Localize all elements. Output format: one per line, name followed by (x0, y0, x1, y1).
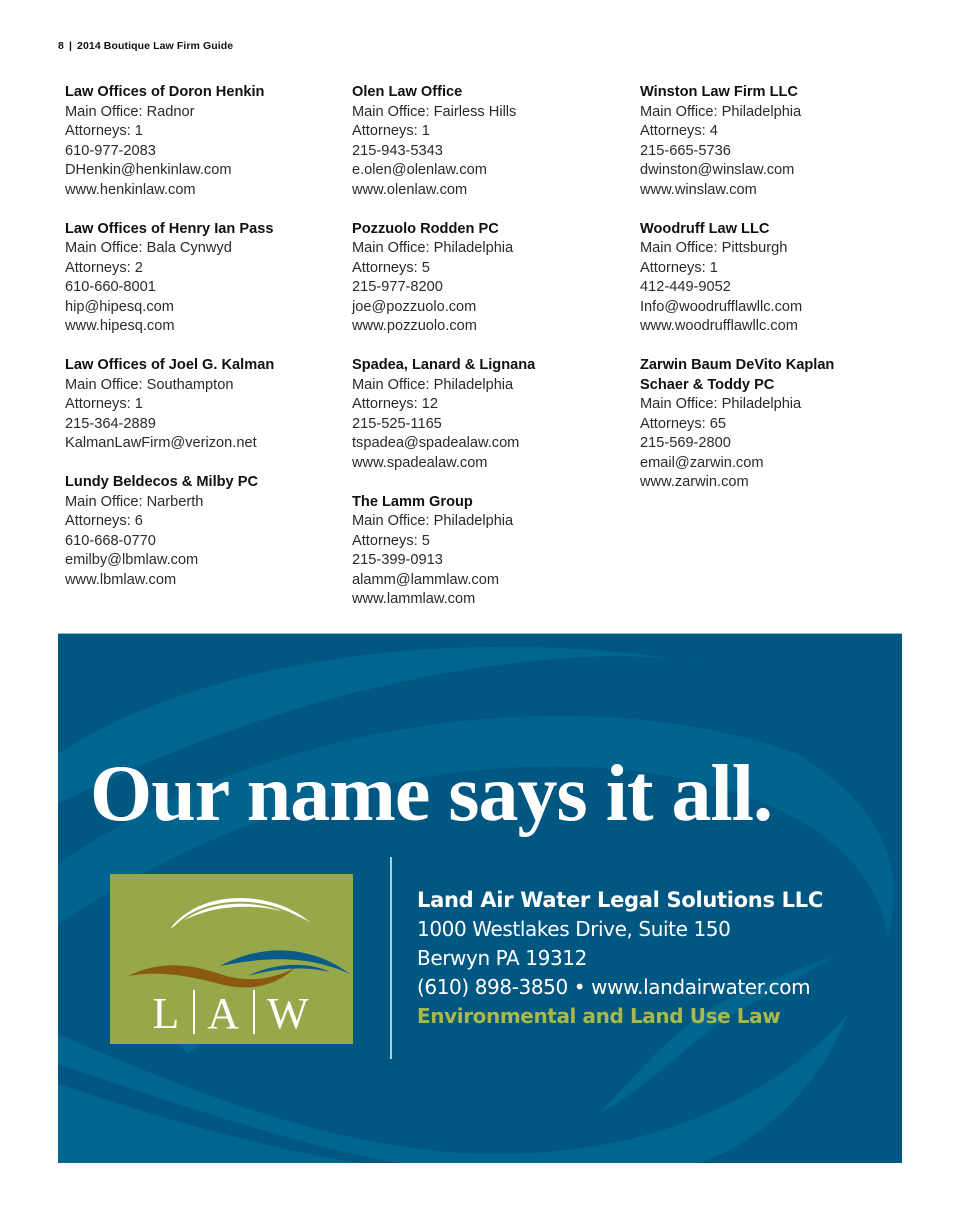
firm-phone: 215-977-8200 (352, 279, 443, 295)
firm-attorneys: Attorneys: 2 (65, 259, 143, 276)
firm-email[interactable]: KalmanLawFirm@verizon.net (65, 435, 257, 451)
logo-letter-a: A (207, 989, 242, 1038)
logo-letter-w: W (267, 989, 311, 1038)
firm-name: Lundy Beldecos & Milby PC (65, 474, 258, 490)
firm-email[interactable]: DHenkin@henkinlaw.com (65, 162, 232, 178)
firm-name: Zarwin Baum DeVito Kaplan (640, 357, 835, 373)
publication-title: 2014 Boutique Law Firm Guide (77, 40, 234, 52)
firm-email[interactable]: e.olen@olenlaw.com (352, 162, 487, 178)
directory-column-1 (65, 83, 345, 610)
firm-name: Spadea, Lanard & Lignana (352, 357, 536, 373)
firm-attorneys: Attorneys: 1 (352, 123, 430, 139)
ad-vertical-divider (390, 857, 392, 1059)
directory-column-3 (640, 83, 920, 512)
firm-website[interactable]: www.hipesq.com (65, 318, 175, 334)
firm-office: Main Office: Philadelphia (352, 240, 514, 256)
firm-attorneys: Attorneys: 5 (352, 259, 430, 276)
firm-website[interactable]: www.winslaw.com (640, 181, 757, 198)
firm-listing (640, 83, 920, 200)
firm-website[interactable]: www.lammlaw.com (352, 591, 476, 607)
firm-phone: 215-525-1165 (352, 415, 442, 432)
firm-attorneys: Attorneys: 5 (352, 532, 430, 549)
firm-attorneys: Attorneys: 12 (352, 396, 438, 412)
firm-office: Main Office: Pittsburgh (640, 240, 788, 256)
firm-phone: 610-977-2083 (65, 142, 156, 159)
firm-name: Law Offices of Joel G. Kalman (65, 357, 275, 373)
firm-listing (65, 473, 345, 590)
header-separator: | (68, 40, 72, 52)
directory-column-2 (352, 83, 632, 629)
firm-name: Law Offices of Doron Henkin (65, 84, 265, 100)
logo-letter-l: L (152, 989, 182, 1038)
logo-divider (253, 990, 255, 1034)
firm-office: Main Office: Philadelphia (640, 103, 802, 120)
ad-firm-name: Land Air Water Legal Solutions LLC (417, 888, 823, 912)
firm-name: Pozzuolo Rodden PC (352, 220, 499, 237)
firm-website[interactable]: www.pozzuolo.com (352, 318, 477, 334)
firm-name: Olen Law Office (352, 84, 463, 100)
firm-listing (352, 220, 632, 337)
firm-listing (352, 493, 632, 610)
firm-office: Main Office: Narberth (65, 493, 204, 510)
ad-headline: Our name says it all. (90, 750, 773, 838)
firm-office: Main Office: Bala Cynwyd (65, 240, 232, 256)
firm-office: Main Office: Philadelphia (352, 513, 514, 529)
firm-attorneys: Attorneys: 4 (640, 123, 718, 139)
firm-website[interactable]: www.woodrufflawllc.com (640, 318, 798, 334)
firm-office: Main Office: Southampton (65, 376, 234, 393)
firm-website[interactable]: www.zarwin.com (640, 474, 749, 490)
firm-attorneys: Attorneys: 65 (640, 415, 726, 432)
firm-phone: 610-660-8001 (65, 279, 156, 295)
logo-divider (193, 990, 195, 1034)
law-logo (110, 874, 353, 1044)
firm-name: Winston Law Firm LLC (640, 84, 798, 100)
firm-listing (65, 83, 345, 200)
firm-listing (65, 220, 345, 337)
firm-attorneys: Attorneys: 6 (65, 513, 143, 529)
firm-name: The Lamm Group (352, 493, 473, 510)
page-header (58, 40, 233, 52)
firm-attorneys: Attorneys: 1 (65, 396, 143, 412)
firm-attorneys: Attorneys: 1 (65, 123, 143, 139)
firm-website[interactable]: www.lbmlaw.com (65, 571, 177, 588)
firm-listing (640, 220, 920, 337)
ad-address-line-2: Berwyn PA 19312 (417, 946, 587, 970)
advertisement-banner (58, 633, 902, 1163)
firm-name: Law Offices of Henry Ian Pass (65, 220, 274, 237)
ad-phone-website[interactable]: (610) 898-3850 • www.landairwater.com (417, 975, 811, 999)
firm-phone: 610-668-0770 (65, 532, 156, 549)
firm-name-continued: Schaer & Toddy PC (640, 376, 775, 393)
ad-tagline: Environmental and Land Use Law (417, 1004, 781, 1028)
firm-listing (65, 356, 345, 454)
ad-address-line-1: 1000 Westlakes Drive, Suite 150 (417, 917, 731, 941)
firm-phone: 215-665-5736 (640, 142, 731, 159)
firm-email[interactable]: dwinston@winslaw.com (640, 162, 795, 178)
firm-phone: 215-399-0913 (352, 552, 443, 568)
firm-phone: 215-569-2800 (640, 435, 731, 451)
firm-attorneys: Attorneys: 1 (640, 259, 718, 276)
firm-email[interactable]: alamm@lammlaw.com (352, 571, 499, 588)
firm-phone: 215-943-5343 (352, 142, 443, 159)
firm-website[interactable]: www.spadealaw.com (352, 454, 488, 471)
firm-office: Main Office: Philadelphia (640, 396, 802, 412)
firm-name: Woodruff Law LLC (640, 220, 770, 237)
firm-email[interactable]: Info@woodrufflawllc.com (640, 298, 803, 315)
firm-email[interactable]: email@zarwin.com (640, 454, 764, 471)
firm-office: Main Office: Fairless Hills (352, 103, 517, 120)
firm-office: Main Office: Philadelphia (352, 376, 514, 393)
firm-listing (640, 356, 920, 493)
firm-office: Main Office: Radnor (65, 103, 195, 120)
firm-email[interactable]: joe@pozzuolo.com (352, 298, 477, 315)
firm-email[interactable]: emilby@lbmlaw.com (65, 552, 199, 568)
firm-website[interactable]: www.henkinlaw.com (65, 181, 196, 198)
firm-website[interactable]: www.olenlaw.com (352, 181, 468, 198)
firm-listing (352, 356, 632, 473)
page-number: 8 (58, 40, 64, 52)
logo-letters (110, 988, 353, 1039)
firm-email[interactable]: tspadea@spadealaw.com (352, 435, 520, 451)
firm-phone: 215-364-2889 (65, 415, 156, 432)
firm-phone: 412-449-9052 (640, 279, 731, 295)
firm-listing (352, 83, 632, 200)
firm-email[interactable]: hip@hipesq.com (65, 298, 174, 315)
ad-contact-block (417, 886, 823, 1031)
